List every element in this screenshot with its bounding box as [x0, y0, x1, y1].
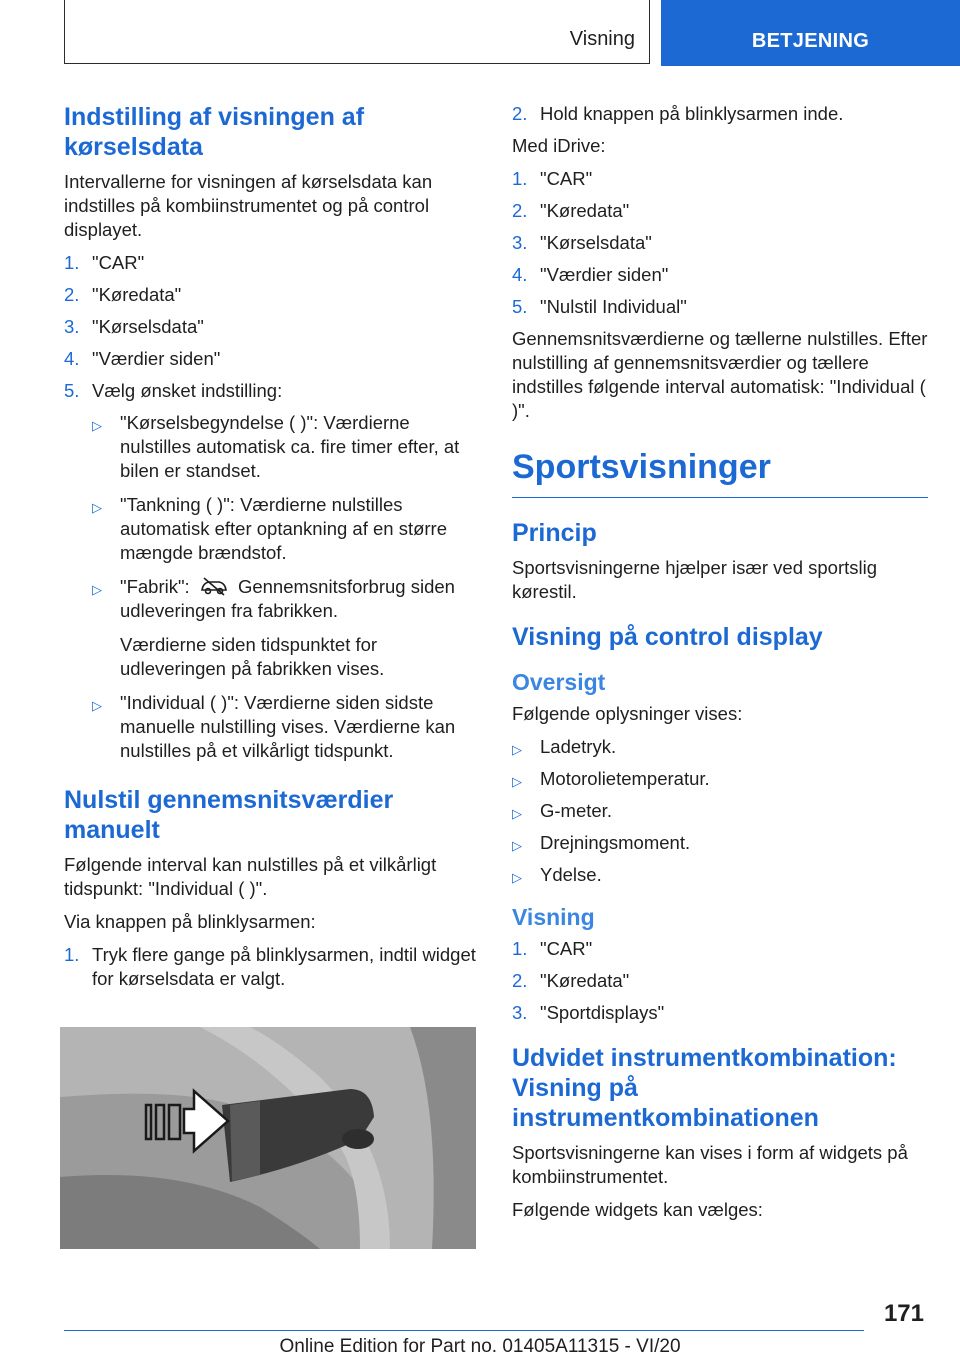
heading-extended-cluster: Udvidet instrumentkombination: Visning på instrumentkombinationen — [512, 1044, 897, 1132]
item-text: Ydelse. — [540, 864, 602, 885]
intro-paragraph: Intervallerne for visningen af kørselsdata kan indstilles på kombiinstrumentet og på control displayet. — [64, 171, 433, 240]
step-text: "Køredata" — [540, 970, 630, 991]
list-item — [512, 295, 928, 319]
heading-display: Visning — [512, 904, 595, 930]
heading-rule — [512, 497, 928, 498]
list-item — [64, 379, 476, 403]
step-text: "CAR" — [540, 938, 593, 959]
option-text: "Tankning ( )": Værdierne nulstilles automatisk efter optankning af en større mængde brændstof. — [120, 494, 448, 563]
item-text: G-meter. — [540, 800, 612, 821]
step-text: "Sportdisplays" — [540, 1002, 665, 1023]
list-item — [64, 315, 476, 339]
step-text: "CAR" — [540, 168, 593, 189]
footer-edition: Online Edition for Part no. 01405A11315 - VI/20 — [279, 1336, 681, 1357]
list-item — [512, 231, 928, 255]
step-number: 1. — [64, 944, 80, 965]
option-item — [64, 411, 476, 483]
option-item — [64, 575, 476, 623]
principle-text: Sportsvisningerne hjælper især ved sportslig kørestil. — [512, 557, 878, 602]
step-number: 1. — [512, 938, 528, 959]
step-text: "Køredata" — [92, 284, 182, 305]
step-text: "Kørselsdata" — [540, 232, 652, 253]
idrive-label: Med iDrive: — [512, 135, 606, 156]
step-text: "Kørselsdata" — [92, 316, 204, 337]
triangle-bullet-icon: ▷ — [92, 698, 102, 713]
car-factory-icon — [199, 576, 229, 596]
reset-via-paragraph: Via knappen på blinklysarmen: — [64, 911, 316, 932]
triangle-bullet-icon: ▷ — [92, 418, 102, 433]
step-text: Tryk flere gange på blinklysarmen, indtil widget for kørselsdata er valgt. — [92, 944, 476, 989]
header-section-label: Visning — [569, 28, 635, 50]
step-number: 4. — [64, 348, 80, 369]
list-item — [64, 943, 476, 991]
item-text: Drejningsmoment. — [540, 832, 691, 853]
reset-paragraph: Følgende interval kan nulstilles på et vilkårligt tidspunkt: "Individual ( )". — [64, 854, 437, 899]
step-number: 2. — [512, 970, 528, 991]
extended-text: Sportsvisningerne kan vises i form af widgets på kombiinstrumentet. — [512, 1142, 908, 1187]
option-item — [64, 691, 476, 763]
option-text: "Individual ( )": Værdierne siden sidste manuelle nulstilling vises. Værdierne kan nulstilles på et vilkårligt tidspunkt. — [120, 692, 456, 761]
reset-note: Gennemsnitsværdierne og tællerne nulstilles. Efter nulstilling af gennemsnitsværdier og tællere indstilles følgende interval automatisk: "Individual ( )". — [512, 328, 928, 421]
step-number: 2. — [512, 200, 528, 221]
page-number: 171 — [883, 1300, 924, 1327]
triangle-bullet-icon: ▷ — [512, 742, 522, 757]
list-item — [64, 283, 476, 307]
option-text-cont: Gennemsnitsforbrug siden udleveringen fra fabrikken. — [120, 576, 455, 621]
triangle-bullet-icon: ▷ — [92, 582, 102, 597]
heading-overview: Oversigt — [512, 669, 606, 695]
list-item — [64, 251, 476, 275]
step-number: 2. — [512, 103, 528, 124]
triangle-bullet-icon: ▷ — [512, 774, 522, 789]
widgets-text: Følgende widgets kan vælges: — [512, 1199, 763, 1220]
header-chapter-tab — [661, 0, 960, 66]
step-number: 2. — [64, 284, 80, 305]
settings-steps-list — [64, 251, 476, 403]
list-item — [512, 735, 928, 759]
step-number: 5. — [512, 296, 528, 317]
list-item — [512, 199, 928, 223]
list-item — [512, 937, 928, 961]
list-item — [512, 799, 928, 823]
right-column — [512, 102, 928, 1231]
option-text: "Fabrik": — [120, 576, 190, 597]
list-item — [64, 347, 476, 371]
option-continuation: Værdierne siden tidspunktet for udleveringen på fabrikken vises. — [120, 634, 385, 679]
step-number: 3. — [64, 316, 80, 337]
step-text: Vælg ønsket indstilling: — [92, 380, 283, 401]
step-number: 1. — [512, 168, 528, 189]
list-item — [512, 167, 928, 191]
list-item — [512, 969, 928, 993]
heading-driving-data-settings: Indstilling af visningen af kørselsdata — [64, 103, 365, 161]
step-text: "Nulstil Individual" — [540, 296, 687, 317]
item-text: Ladetryk. — [540, 736, 617, 757]
step-number: 3. — [512, 1002, 528, 1023]
step-text: "Køredata" — [540, 200, 630, 221]
turn-signal-lever-illustration — [60, 1027, 476, 1249]
list-item — [512, 263, 928, 287]
footer-rule — [64, 1330, 864, 1331]
triangle-bullet-icon: ▷ — [512, 806, 522, 821]
header-section-box — [64, 0, 650, 64]
triangle-bullet-icon: ▷ — [512, 838, 522, 853]
idrive-steps-list — [512, 167, 928, 319]
step-text: "Værdier siden" — [92, 348, 221, 369]
heading-sport-displays: Sportsvisninger — [512, 448, 771, 486]
item-text: Motorolietemperatur. — [540, 768, 710, 789]
list-item — [512, 831, 928, 855]
step-number: 3. — [512, 232, 528, 253]
step-number: 5. — [64, 380, 80, 401]
left-column — [64, 102, 476, 999]
step-text: "CAR" — [92, 252, 145, 273]
overview-text: Følgende oplysninger vises: — [512, 703, 743, 724]
option-item — [64, 493, 476, 565]
list-item — [512, 767, 928, 791]
list-item — [512, 1001, 928, 1025]
triangle-bullet-icon: ▷ — [92, 500, 102, 515]
header-chapter-label: BETJENING — [751, 30, 870, 52]
heading-principle: Princip — [512, 519, 597, 547]
list-item — [512, 863, 928, 887]
triangle-bullet-icon: ▷ — [512, 870, 522, 885]
step-number: 1. — [64, 252, 80, 273]
step-text: Hold knappen på blinklysarmen inde. — [540, 103, 844, 124]
list-item — [512, 102, 928, 126]
option-text: "Kørselsbegyndelse ( )": Værdierne nulstilles automatisk ca. fire timer efter, at bilen er standset. — [120, 412, 460, 481]
heading-control-display: Visning på control display — [512, 623, 823, 651]
step-number: 4. — [512, 264, 528, 285]
step-text: "Værdier siden" — [540, 264, 669, 285]
heading-reset-averages: Nulstil gennemsnitsværdier manuelt — [64, 786, 394, 844]
